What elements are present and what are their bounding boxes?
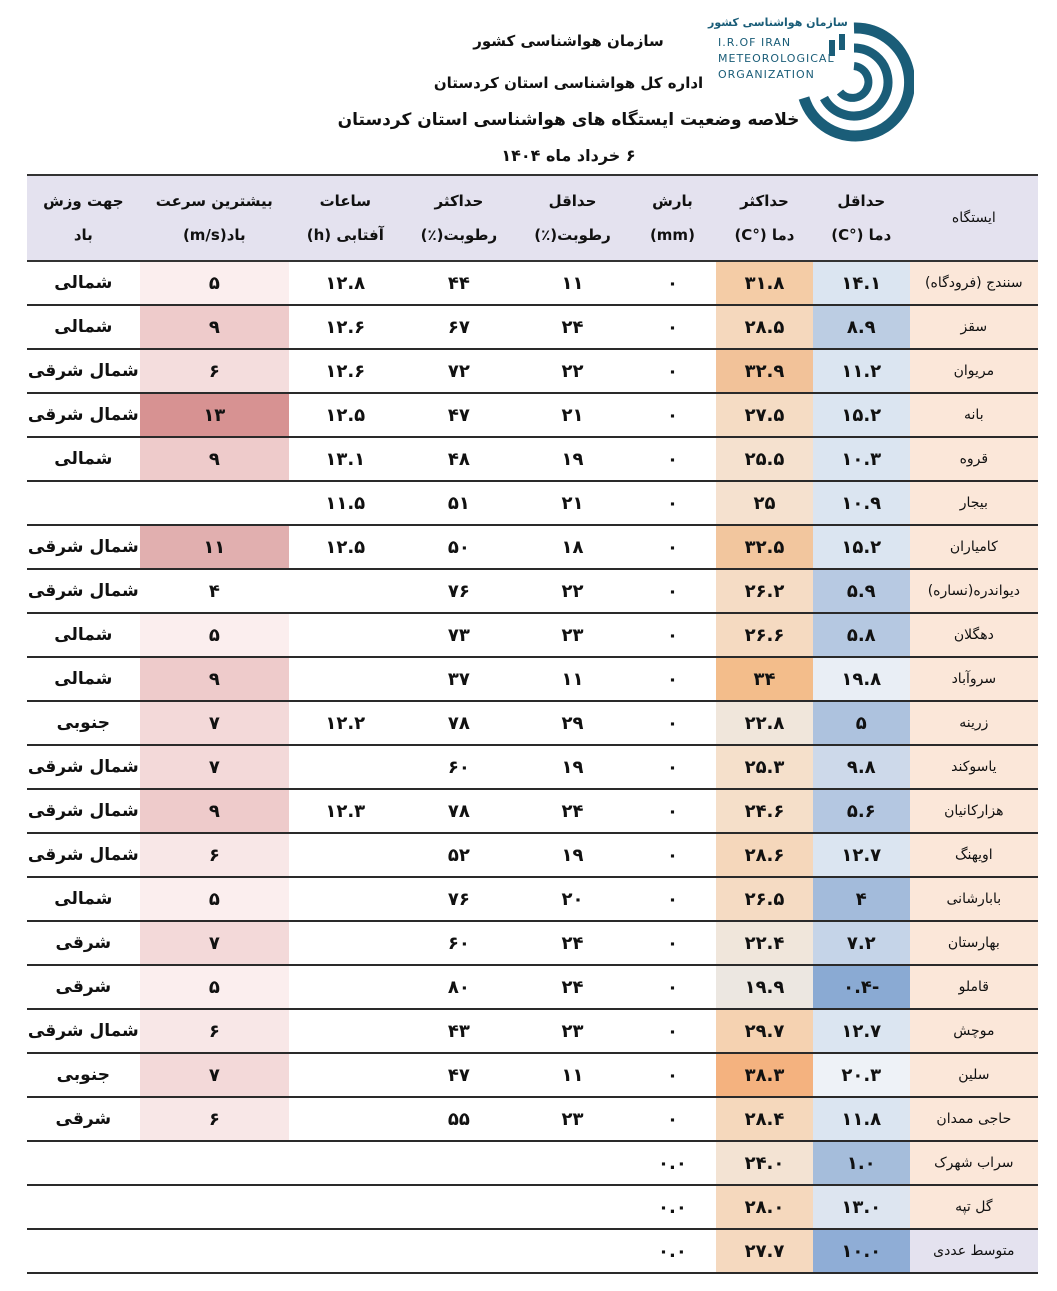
table-header-row <box>27 175 1038 261</box>
cell-hmin <box>516 1185 629 1229</box>
cell-dir <box>27 1229 140 1273</box>
cell-dir: جنوبی <box>27 1053 140 1097</box>
cell-hmin: ۱۹ <box>516 833 629 877</box>
report-title: خلاصه وضعیت ایستگاه های هواشناسی استان کردستان <box>337 110 800 130</box>
cell-hmin: ۲۳ <box>516 613 629 657</box>
cell-tmin: ۲۰.۳ <box>813 1053 910 1097</box>
cell-dir: شمالی <box>27 657 140 701</box>
cell-hmax: ۳۷ <box>402 657 517 701</box>
cell-tmin: -۰.۴ <box>813 965 910 1009</box>
table-row <box>27 437 1038 481</box>
cell-sun <box>289 1229 402 1273</box>
cell-dir: شمال شرقی <box>27 393 140 437</box>
cell-tmin: ۵.۸ <box>813 613 910 657</box>
cell-tmin: ۵.۹ <box>813 569 910 613</box>
cell-hmin: ۱۱ <box>516 1053 629 1097</box>
cell-station: مریوان <box>910 349 1038 393</box>
cell-hmax <box>402 1185 517 1229</box>
cell-rain: ۰ <box>629 437 716 481</box>
cell-wind <box>140 481 289 525</box>
cell-sun <box>289 657 402 701</box>
table-row <box>27 877 1038 921</box>
cell-dir: شمالی <box>27 305 140 349</box>
cell-rain: ۰ <box>629 701 716 745</box>
logo-line-3: ORGANIZATION <box>718 68 815 81</box>
cell-wind: ۹ <box>140 437 289 481</box>
cell-wind: ۹ <box>140 789 289 833</box>
cell-wind: ۶ <box>140 349 289 393</box>
cell-rain: ۰ <box>629 965 716 1009</box>
cell-hmax: ۷۶ <box>402 877 517 921</box>
cell-rain: ۰ <box>629 525 716 569</box>
cell-hmin: ۲۳ <box>516 1009 629 1053</box>
cell-tmax: ۳۱.۸ <box>716 261 813 305</box>
cell-hmin: ۱۱ <box>516 261 629 305</box>
cell-station: سلین <box>910 1053 1038 1097</box>
cell-hmin: ۲۹ <box>516 701 629 745</box>
average-row <box>27 1229 1038 1273</box>
cell-hmax: ۸۰ <box>402 965 517 1009</box>
cell-tmax: ۲۶.۲ <box>716 569 813 613</box>
cell-wind: ۵ <box>140 613 289 657</box>
cell-hmin <box>516 1141 629 1185</box>
table-row <box>27 569 1038 613</box>
cell-rain: ۰ <box>629 569 716 613</box>
cell-hmax: ۷۶ <box>402 569 517 613</box>
cell-sun <box>289 965 402 1009</box>
cell-sun: ۱۲.۶ <box>289 305 402 349</box>
cell-hmin: ۲۲ <box>516 569 629 613</box>
cell-rain: ۰ <box>629 393 716 437</box>
table-row <box>27 613 1038 657</box>
cell-wind: ۱۱ <box>140 525 289 569</box>
cell-tmin: ۱۹.۸ <box>813 657 910 701</box>
cell-tmax: ۳۴ <box>716 657 813 701</box>
cell-hmax: ۷۸ <box>402 701 517 745</box>
cell-dir: شرقی <box>27 1097 140 1141</box>
cell-sun <box>289 833 402 877</box>
cell-tmin: ۱۲.۷ <box>813 1009 910 1053</box>
cell-tmin: ۱.۰ <box>813 1141 910 1185</box>
col-tmax: حداکثر دما (°C) <box>716 175 813 261</box>
cell-wind: ۹ <box>140 305 289 349</box>
cell-rain: ۰ <box>629 613 716 657</box>
cell-tmax: ۲۲.۴ <box>716 921 813 965</box>
cell-dir: شمالی <box>27 613 140 657</box>
cell-hmin: ۲۰ <box>516 877 629 921</box>
cell-wind: ۴ <box>140 569 289 613</box>
cell-tmin: ۱۲.۷ <box>813 833 910 877</box>
table-row <box>27 305 1038 349</box>
cell-hmax: ۴۸ <box>402 437 517 481</box>
cell-rain: ۰ <box>629 1053 716 1097</box>
table-row <box>27 833 1038 877</box>
cell-tmax: ۱۹.۹ <box>716 965 813 1009</box>
cell-tmax: ۲۴.۶ <box>716 789 813 833</box>
cell-sun <box>289 1053 402 1097</box>
cell-dir: شمال شرقی <box>27 833 140 877</box>
cell-rain: ۰ <box>629 481 716 525</box>
cell-wind: ۵ <box>140 877 289 921</box>
cell-sun: ۱۲.۳ <box>289 789 402 833</box>
cell-tmin: ۱۱.۲ <box>813 349 910 393</box>
cell-tmin: ۱۰.۰ <box>813 1229 910 1273</box>
cell-dir: شرقی <box>27 965 140 1009</box>
cell-wind: ۷ <box>140 1053 289 1097</box>
cell-rain: ۰.۰ <box>629 1185 716 1229</box>
cell-station: قروه <box>910 437 1038 481</box>
cell-sun: ۱۲.۵ <box>289 393 402 437</box>
cell-sun: ۱۱.۵ <box>289 481 402 525</box>
table-row <box>27 1009 1038 1053</box>
table-row <box>27 1053 1038 1097</box>
table-row <box>27 261 1038 305</box>
cell-tmax: ۲۴.۰ <box>716 1141 813 1185</box>
cell-rain: ۰ <box>629 1009 716 1053</box>
cell-dir: شمالی <box>27 877 140 921</box>
cell-wind: ۷ <box>140 701 289 745</box>
logo-line-2: METEOROLOGICAL <box>718 52 835 65</box>
report-date: ۶ خرداد ماه ۱۴۰۴ <box>501 146 636 165</box>
table-row <box>27 349 1038 393</box>
cell-hmax: ۵۲ <box>402 833 517 877</box>
cell-wind: ۷ <box>140 745 289 789</box>
table-row <box>27 701 1038 745</box>
department-name: اداره کل هواشناسی استان کردستان <box>433 74 704 92</box>
cell-tmax: ۲۲.۸ <box>716 701 813 745</box>
cell-tmin: ۱۵.۲ <box>813 393 910 437</box>
cell-hmax: ۵۰ <box>402 525 517 569</box>
cell-dir: شمال شرقی <box>27 745 140 789</box>
cell-hmin: ۲۴ <box>516 921 629 965</box>
cell-dir <box>27 1141 140 1185</box>
cell-hmin: ۲۲ <box>516 349 629 393</box>
table-row <box>27 657 1038 701</box>
table-row <box>27 1185 1038 1229</box>
cell-hmax <box>402 1141 517 1185</box>
cell-hmin: ۱۱ <box>516 657 629 701</box>
cell-station: بیجار <box>910 481 1038 525</box>
cell-station: متوسط عددی <box>910 1229 1038 1273</box>
cell-station: حاجی ممدان <box>910 1097 1038 1141</box>
cell-station: یاسوکند <box>910 745 1038 789</box>
col-hmin: حداقل رطوبت(٪) <box>516 175 629 261</box>
cell-hmax: ۵۵ <box>402 1097 517 1141</box>
cell-tmin: ۱۱.۸ <box>813 1097 910 1141</box>
cell-station: اویهنگ <box>910 833 1038 877</box>
table-row <box>27 1097 1038 1141</box>
col-sun: ساعات آفتابی (h) <box>289 175 402 261</box>
cell-wind: ۵ <box>140 965 289 1009</box>
cell-wind: ۱۳ <box>140 393 289 437</box>
cell-tmax: ۲۸.۰ <box>716 1185 813 1229</box>
cell-tmin: ۸.۹ <box>813 305 910 349</box>
cell-station: دهگلان <box>910 613 1038 657</box>
table-row <box>27 1141 1038 1185</box>
cell-sun: ۱۳.۱ <box>289 437 402 481</box>
cell-tmax: ۳۲.۹ <box>716 349 813 393</box>
table-row <box>27 921 1038 965</box>
cell-hmin: ۲۴ <box>516 789 629 833</box>
cell-hmin: ۲۴ <box>516 305 629 349</box>
cell-tmin: ۵.۶ <box>813 789 910 833</box>
cell-hmax: ۶۰ <box>402 745 517 789</box>
cell-wind <box>140 1185 289 1229</box>
cell-sun <box>289 921 402 965</box>
cell-station: زرینه <box>910 701 1038 745</box>
cell-hmin: ۱۹ <box>516 745 629 789</box>
cell-hmax: ۵۱ <box>402 481 517 525</box>
cell-dir: شمال شرقی <box>27 1009 140 1053</box>
cell-rain: ۰ <box>629 789 716 833</box>
stations-table <box>27 174 1038 1274</box>
cell-hmax: ۷۳ <box>402 613 517 657</box>
col-hmax: حداکثر رطوبت(٪) <box>402 175 517 261</box>
cell-tmin: ۱۰.۳ <box>813 437 910 481</box>
cell-station: گل تپه <box>910 1185 1038 1229</box>
table-row <box>27 393 1038 437</box>
cell-station: قاملو <box>910 965 1038 1009</box>
cell-dir: شمال شرقی <box>27 789 140 833</box>
cell-hmin: ۲۱ <box>516 393 629 437</box>
cell-station: سروآباد <box>910 657 1038 701</box>
cell-tmin: ۷.۲ <box>813 921 910 965</box>
cell-dir: شمال شرقی <box>27 569 140 613</box>
cell-sun: ۱۲.۸ <box>289 261 402 305</box>
cell-sun <box>289 1097 402 1141</box>
cell-tmin: ۵ <box>813 701 910 745</box>
cell-dir <box>27 481 140 525</box>
cell-station: دیواندره(نساره) <box>910 569 1038 613</box>
cell-dir: جنوبی <box>27 701 140 745</box>
cell-hmax: ۴۷ <box>402 1053 517 1097</box>
cell-hmax: ۴۷ <box>402 393 517 437</box>
organization-logo <box>696 12 916 142</box>
cell-sun <box>289 1141 402 1185</box>
cell-sun <box>289 877 402 921</box>
cell-hmax: ۶۰ <box>402 921 517 965</box>
cell-tmax: ۲۸.۶ <box>716 833 813 877</box>
table-body <box>27 261 1038 1273</box>
cell-wind <box>140 1141 289 1185</box>
cell-dir <box>27 1185 140 1229</box>
cell-hmin: ۲۴ <box>516 965 629 1009</box>
cell-sun <box>289 569 402 613</box>
cell-tmax: ۲۵ <box>716 481 813 525</box>
table-row <box>27 745 1038 789</box>
cell-rain: ۰ <box>629 349 716 393</box>
cell-rain: ۰ <box>629 261 716 305</box>
cell-station: کامیاران <box>910 525 1038 569</box>
col-station: ایستگاه <box>910 175 1038 261</box>
cell-wind: ۵ <box>140 261 289 305</box>
cell-dir: شمالی <box>27 437 140 481</box>
cell-tmin: ۱۵.۲ <box>813 525 910 569</box>
cell-hmin: ۲۱ <box>516 481 629 525</box>
table-row <box>27 525 1038 569</box>
table-row <box>27 481 1038 525</box>
cell-hmax: ۶۷ <box>402 305 517 349</box>
cell-station: بابارشانی <box>910 877 1038 921</box>
cell-tmin: ۱۴.۱ <box>813 261 910 305</box>
logo-line-1: I.R.OF IRAN <box>718 36 792 49</box>
cell-hmin: ۲۳ <box>516 1097 629 1141</box>
cell-station: موچش <box>910 1009 1038 1053</box>
cell-rain: ۰ <box>629 921 716 965</box>
cell-rain: ۰ <box>629 745 716 789</box>
table-row <box>27 789 1038 833</box>
cell-sun: ۱۲.۲ <box>289 701 402 745</box>
cell-hmax: ۴۴ <box>402 261 517 305</box>
cell-sun <box>289 1185 402 1229</box>
col-wind: بیشترین سرعت باد(m/s) <box>140 175 289 261</box>
cell-station: هزارکانیان <box>910 789 1038 833</box>
cell-tmax: ۳۲.۵ <box>716 525 813 569</box>
cell-station: سنندج (فرودگاه) <box>910 261 1038 305</box>
cell-wind: ۶ <box>140 1097 289 1141</box>
cell-wind <box>140 1229 289 1273</box>
cell-dir: شمال شرقی <box>27 349 140 393</box>
cell-hmin: ۱۸ <box>516 525 629 569</box>
cell-rain: ۰ <box>629 833 716 877</box>
cell-hmax <box>402 1229 517 1273</box>
cell-wind: ۶ <box>140 1009 289 1053</box>
cell-tmax: ۲۷.۵ <box>716 393 813 437</box>
cell-tmax: ۳۸.۳ <box>716 1053 813 1097</box>
cell-tmin: ۱۰.۹ <box>813 481 910 525</box>
cell-sun <box>289 613 402 657</box>
col-rain: بارش (mm) <box>629 175 716 261</box>
cell-tmin: ۹.۸ <box>813 745 910 789</box>
cell-sun: ۱۲.۶ <box>289 349 402 393</box>
cell-sun <box>289 1009 402 1053</box>
cell-wind: ۷ <box>140 921 289 965</box>
cell-station: بهارستان <box>910 921 1038 965</box>
logo-spiral-icon <box>794 20 914 144</box>
cell-wind: ۹ <box>140 657 289 701</box>
cell-tmax: ۲۵.۳ <box>716 745 813 789</box>
cell-station: سراب شهرک <box>910 1141 1038 1185</box>
cell-tmax: ۲۶.۶ <box>716 613 813 657</box>
cell-rain: ۰ <box>629 657 716 701</box>
cell-wind: ۶ <box>140 833 289 877</box>
cell-rain: ۰ <box>629 1097 716 1141</box>
logo-persian-text: سازمان هواشناسی کشور <box>708 16 848 29</box>
cell-rain: ۰.۰ <box>629 1141 716 1185</box>
cell-tmin: ۴ <box>813 877 910 921</box>
col-tmin: حداقل دما (°C) <box>813 175 910 261</box>
cell-tmax: ۲۶.۵ <box>716 877 813 921</box>
cell-tmax: ۲۸.۴ <box>716 1097 813 1141</box>
col-wind-direction: جهت وزش باد <box>27 175 140 261</box>
cell-tmax: ۲۸.۵ <box>716 305 813 349</box>
cell-hmax: ۷۸ <box>402 789 517 833</box>
cell-hmin: ۱۹ <box>516 437 629 481</box>
cell-dir: شرقی <box>27 921 140 965</box>
cell-station: بانه <box>910 393 1038 437</box>
cell-sun <box>289 745 402 789</box>
cell-tmin: ۱۳.۰ <box>813 1185 910 1229</box>
cell-rain: ۰ <box>629 877 716 921</box>
cell-sun: ۱۲.۵ <box>289 525 402 569</box>
cell-hmax: ۷۲ <box>402 349 517 393</box>
cell-tmax: ۲۷.۷ <box>716 1229 813 1273</box>
cell-hmin <box>516 1229 629 1273</box>
cell-tmax: ۲۹.۷ <box>716 1009 813 1053</box>
cell-rain: ۰ <box>629 305 716 349</box>
cell-tmax: ۲۵.۵ <box>716 437 813 481</box>
cell-dir: شمالی <box>27 261 140 305</box>
cell-rain: ۰.۰ <box>629 1229 716 1273</box>
table-row <box>27 965 1038 1009</box>
cell-station: سقز <box>910 305 1038 349</box>
cell-hmax: ۴۳ <box>402 1009 517 1053</box>
organization-name: سازمان هواشناسی کشور <box>473 32 664 50</box>
cell-dir: شمال شرقی <box>27 525 140 569</box>
